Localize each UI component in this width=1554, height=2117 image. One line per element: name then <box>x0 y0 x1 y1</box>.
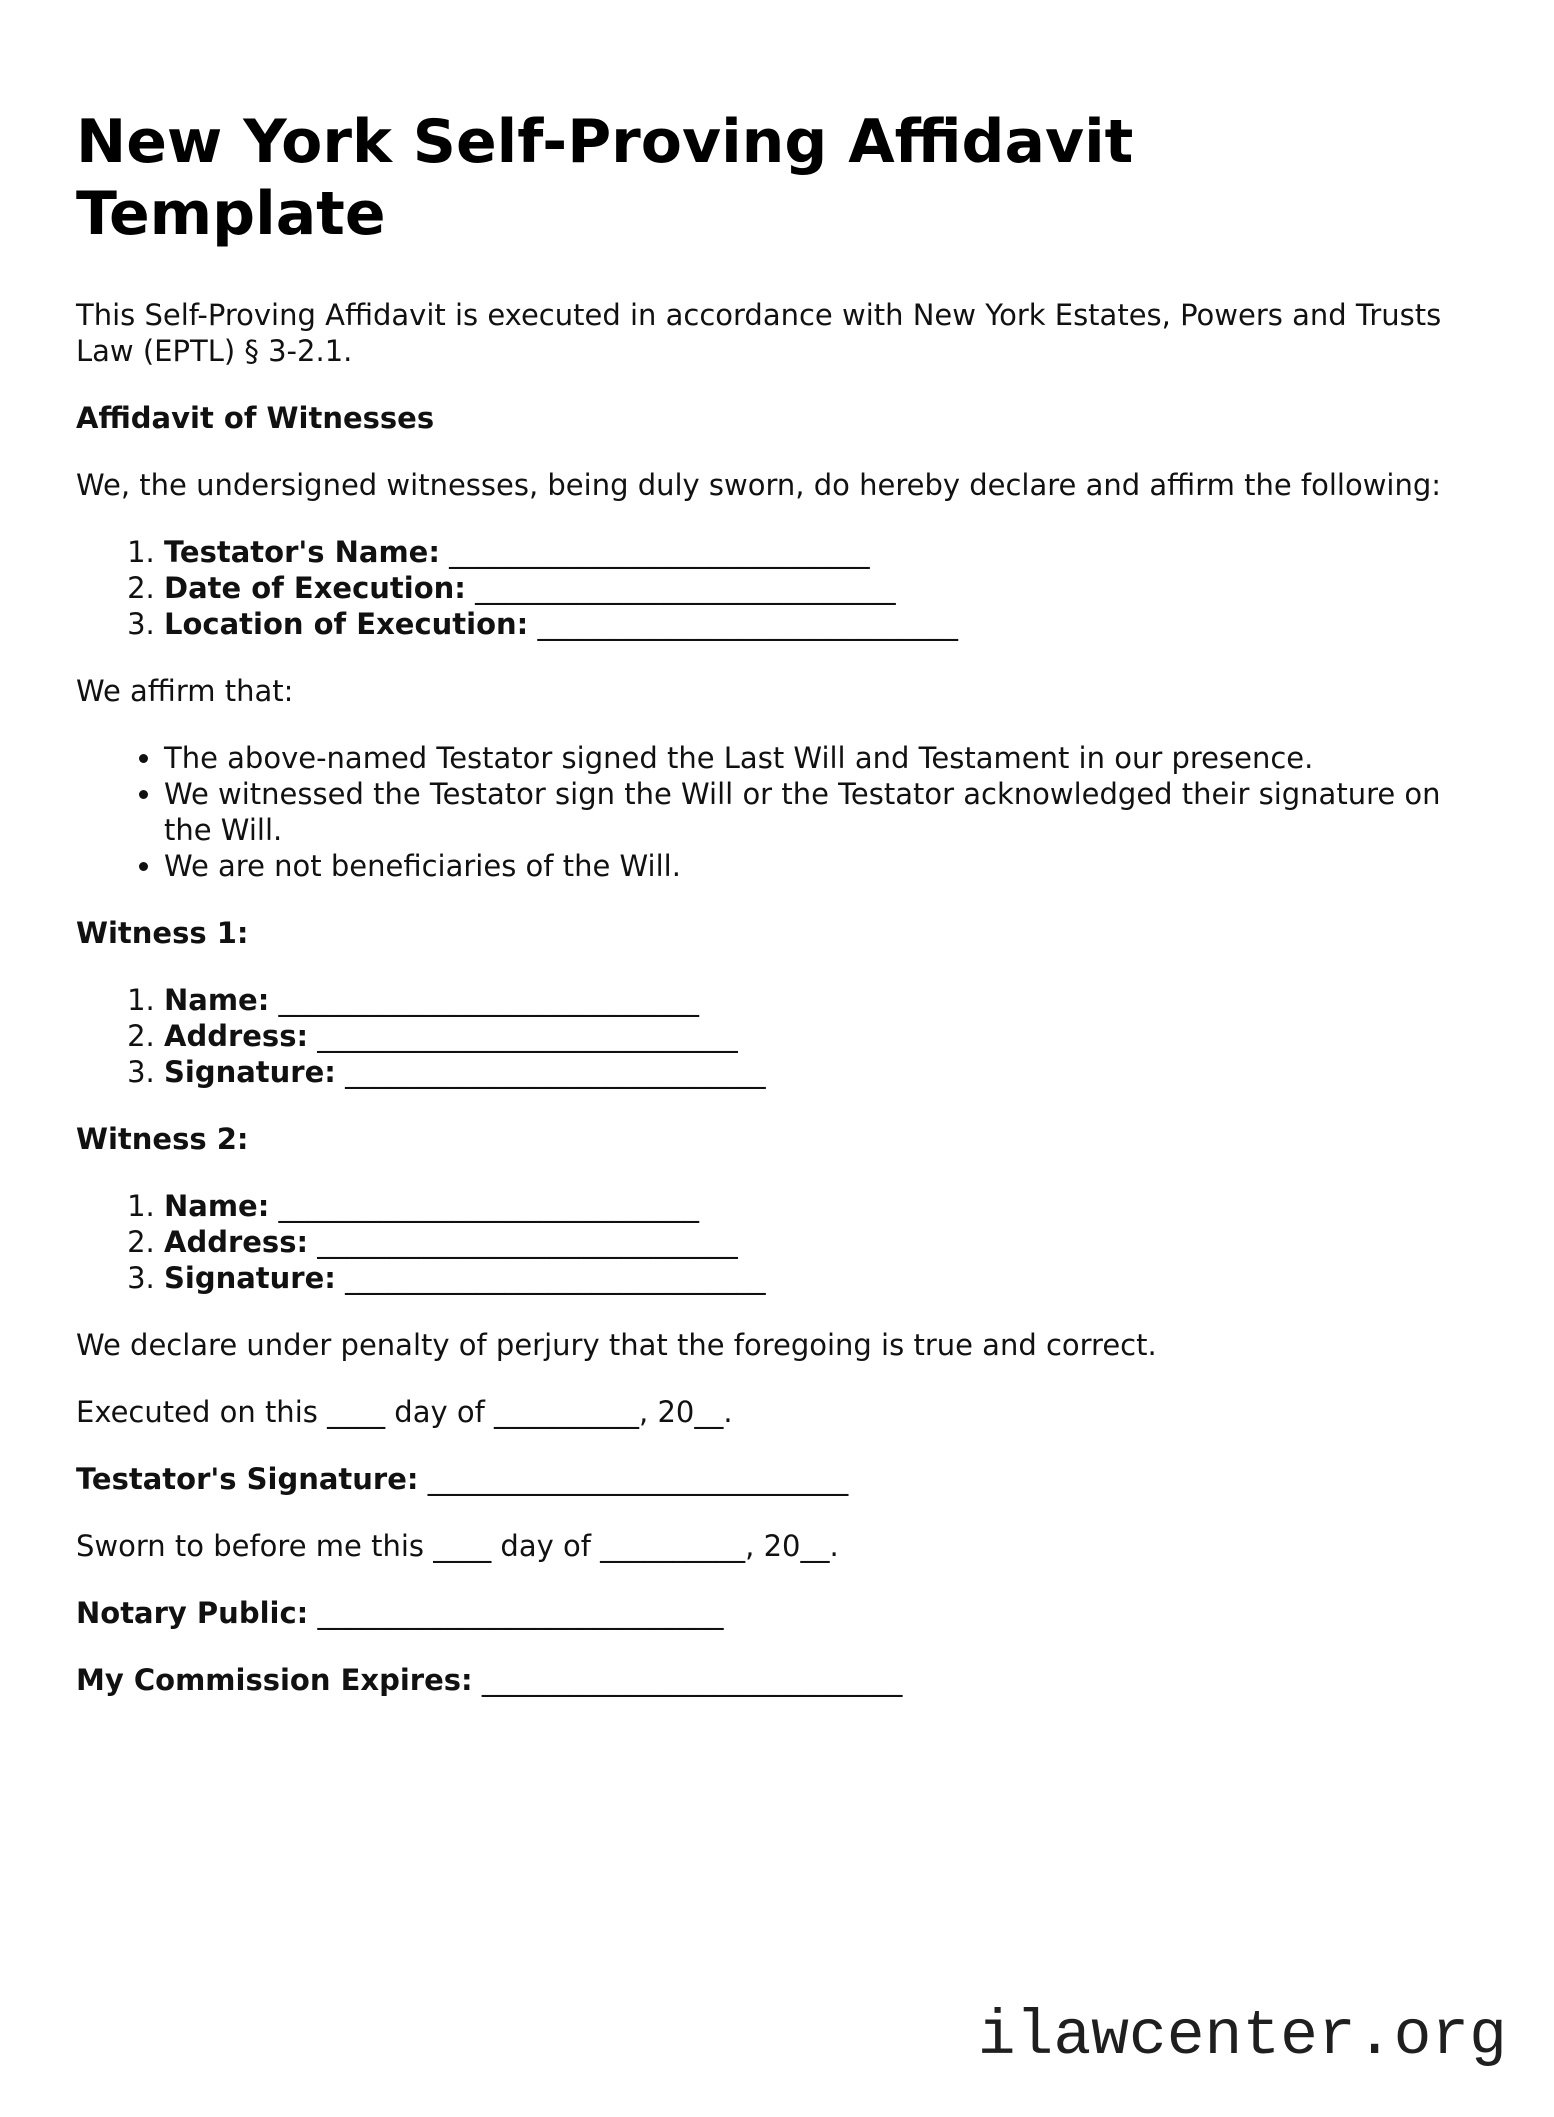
section-heading-affidavit-of-witnesses: Affidavit of Witnesses <box>76 401 435 435</box>
notary-public-line <box>76 1595 1478 1631</box>
affirmation-item-signed-in-presence: • The above-named Testator signed the Last Will and Testament in our presence. <box>164 740 1478 776</box>
location-of-execution-blank-line: _____________________________ <box>537 607 958 641</box>
witness-1-signature-item <box>164 1054 1478 1090</box>
witness-1-name-label: Name: <box>164 983 270 1017</box>
executed-date-line: Executed on this ____ day of __________, 20__. <box>76 1395 733 1429</box>
witness-2-signature-item <box>164 1260 1478 1296</box>
location-of-execution-label: Location of Execution: <box>164 607 529 641</box>
intro-paragraph: This Self-Proving Affidavit is executed in accordance with New York Estates, Powers and Trusts Law (EPTL) § 3-2.1. <box>76 298 1442 368</box>
witness-2-name-blank-line: _____________________________ <box>278 1189 700 1223</box>
notary-public-label: Notary Public: <box>76 1596 309 1630</box>
affirm-intro-paragraph: We affirm that: <box>76 674 294 708</box>
witness-1-address-label: Address: <box>164 1019 309 1053</box>
witness-1-signature-label: Signature: <box>164 1055 336 1089</box>
list-item-date-of-execution <box>164 570 1478 606</box>
testator-signature-blank-line: _____________________________ <box>427 1462 849 1496</box>
commission-expires-blank-line: _____________________________ <box>481 1663 903 1697</box>
witness-1-address-item <box>164 1018 1478 1054</box>
list-item-location-of-execution <box>164 606 1478 642</box>
affidavit-document <box>76 106 1478 1698</box>
witness-1-name-blank-line: _____________________________ <box>278 983 700 1017</box>
witness-2-name-item <box>164 1188 1478 1224</box>
commission-expires-label: My Commission Expires: <box>76 1663 473 1697</box>
testator-signature-line <box>76 1461 1478 1497</box>
witness-1-heading: Witness 1: <box>76 916 249 950</box>
list-item-testator-name <box>164 534 1478 570</box>
affirmations-list <box>76 740 1478 884</box>
witness-2-signature-blank-line: _____________________________ <box>345 1261 766 1295</box>
commission-expires-line <box>76 1662 1478 1698</box>
perjury-declaration-paragraph: We declare under penalty of perjury that the foregoing is true and correct. <box>76 1328 1157 1362</box>
witness-1-signature-blank-line: _____________________________ <box>345 1055 766 1089</box>
witness-2-address-item <box>164 1224 1478 1260</box>
date-of-execution-label: Date of Execution: <box>164 571 466 605</box>
footer <box>977 2001 1507 2072</box>
date-of-execution-blank-line: _____________________________ <box>475 571 896 605</box>
page-title: New York Self-Proving Affidavit Template <box>76 107 1134 249</box>
testator-signature-label: Testator's Signature: <box>76 1462 419 1496</box>
witness-2-signature-label: Signature: <box>164 1261 336 1295</box>
execution-details-list <box>76 534 1478 642</box>
sworn-before-me-line: Sworn to before me this ____ day of __________, 20__. <box>76 1529 839 1563</box>
witness-2-address-blank-line: _____________________________ <box>317 1225 738 1259</box>
witness-2-address-label: Address: <box>164 1225 309 1259</box>
witness-1-address-blank-line: _____________________________ <box>317 1019 738 1053</box>
witness-statement-paragraph: We, the undersigned witnesses, being duly sworn, do hereby declare and affirm the following: <box>76 468 1442 502</box>
witness-2-heading: Witness 2: <box>76 1122 249 1156</box>
witness-1-fields-list <box>76 982 1478 1090</box>
witness-1-name-item <box>164 982 1478 1018</box>
affirmation-item-witnessed-signature: • We witnessed the Testator sign the Will or the Testator acknowledged their signature on the Will. <box>164 776 1478 848</box>
affirmation-item-not-beneficiaries: • We are not beneficiaries of the Will. <box>164 848 1478 884</box>
testator-name-label: Testator's Name: <box>164 535 440 569</box>
footer-brand-text: ilawcenter.org <box>977 2001 1507 2072</box>
testator-name-blank-line: _____________________________ <box>449 535 870 569</box>
witness-2-fields-list <box>76 1188 1478 1296</box>
witness-2-name-label: Name: <box>164 1189 270 1223</box>
notary-public-blank-line: ____________________________ <box>317 1596 724 1630</box>
